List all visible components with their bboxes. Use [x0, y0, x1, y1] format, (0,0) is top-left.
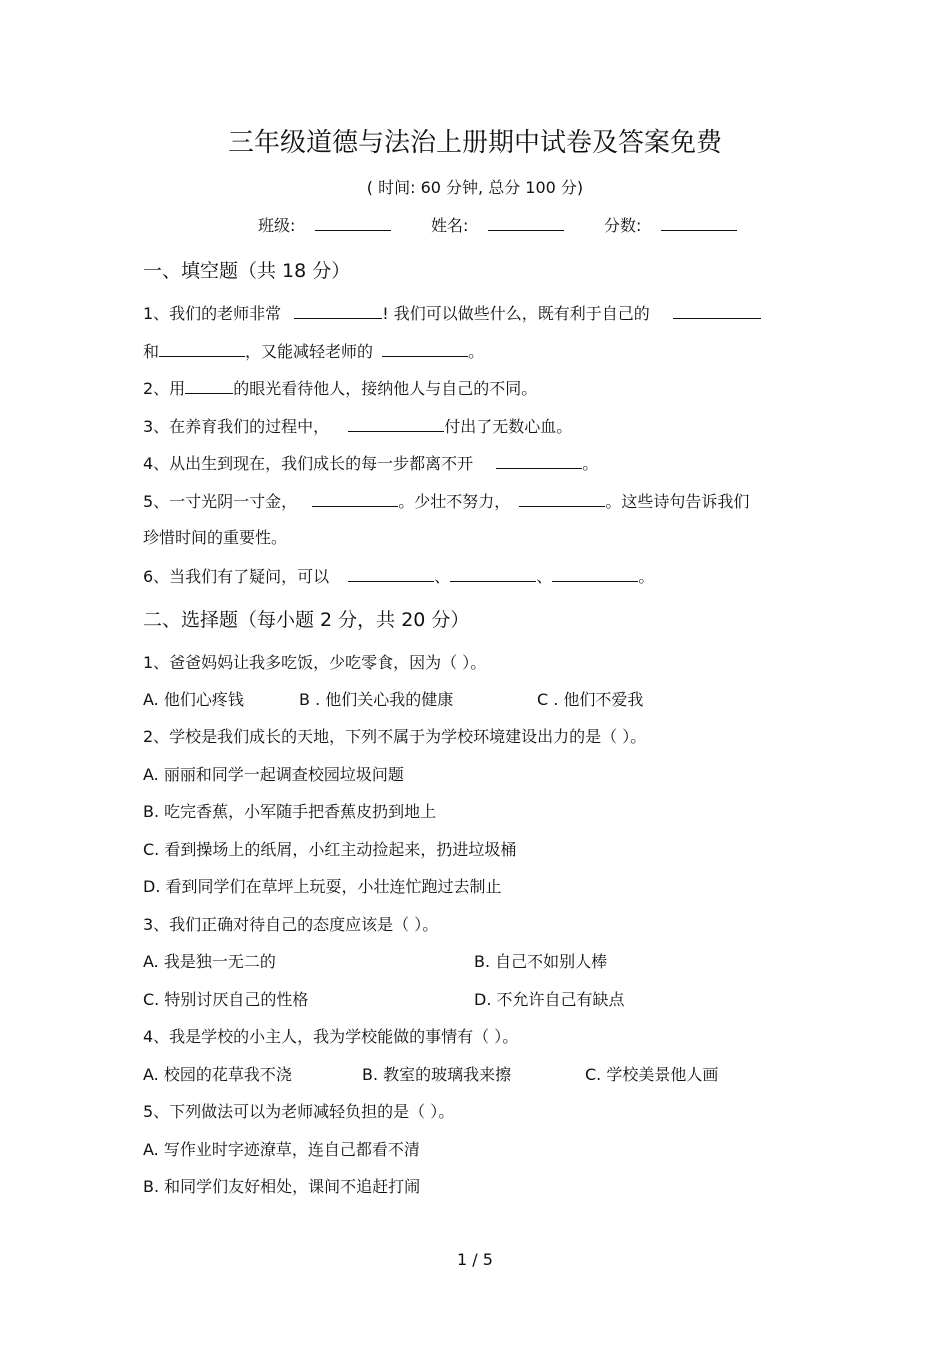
question-text: ，又能减轻老师的: [245, 342, 374, 361]
score-blank[interactable]: [661, 212, 737, 231]
option-1a[interactable]: A. 他们心疼钱: [143, 690, 244, 709]
answer-blank[interactable]: [185, 375, 233, 394]
page-number: 1 / 5: [457, 1250, 493, 1269]
fill-question-6: [143, 563, 654, 587]
choice-question-3: 3、我们正确对待自己的态度应该是（ ）。: [143, 915, 439, 934]
option-1c[interactable]: C . 他们不爱我: [537, 690, 644, 709]
class-label: 班级:: [258, 216, 296, 235]
fill-question-1b: [143, 338, 484, 362]
separator: 、: [536, 567, 553, 586]
answer-blank[interactable]: [348, 563, 434, 582]
answer-blank[interactable]: [348, 413, 444, 432]
fill-question-1a: [143, 300, 761, 324]
option-4b[interactable]: B. 教室的玻璃我来擦: [362, 1065, 512, 1084]
option-3d[interactable]: D. 不允许自己有缺点: [474, 990, 625, 1009]
score-label: 分数:: [604, 216, 642, 235]
option-5b[interactable]: B. 和同学们友好相处，课间不追赶打闹: [143, 1177, 421, 1196]
question-text: ! 我们可以做些什么，既有利于自己的: [382, 304, 650, 323]
question-text: 。: [468, 342, 485, 361]
option-2c[interactable]: C. 看到操场上的纸屑，小红主动捡起来，扔进垃圾桶: [143, 840, 517, 859]
option-4a[interactable]: A. 校园的花草我不浇: [143, 1065, 292, 1084]
answer-blank[interactable]: [552, 563, 638, 582]
question-text: 6、当我们有了疑问，可以: [143, 567, 330, 586]
answer-blank[interactable]: [159, 338, 245, 357]
question-text: 3、在养育我们的过程中，: [143, 417, 330, 436]
section-1-heading: 一、填空题（共 18 分）: [143, 260, 351, 282]
name-field: [431, 212, 564, 236]
question-text: 和: [143, 342, 160, 361]
option-3b[interactable]: B. 自己不如别人棒: [474, 952, 608, 971]
class-blank[interactable]: [315, 212, 391, 231]
page-title: 三年级道德与法治上册期中试卷及答案免费: [227, 128, 722, 158]
answer-blank[interactable]: [673, 300, 761, 319]
question-text: 。少壮不努力，: [398, 492, 511, 511]
question-text: 的眼光看待他人，接纳他人与自己的不同。: [233, 379, 538, 398]
option-1b[interactable]: B . 他们关心我的健康: [299, 690, 454, 709]
name-blank[interactable]: [488, 212, 564, 231]
name-label: 姓名:: [431, 216, 469, 235]
question-text: 2、用: [143, 379, 186, 398]
choice-question-4: 4、我是学校的小主人，我为学校能做的事情有（ ）。: [143, 1027, 519, 1046]
question-text: 付出了无数心血。: [444, 417, 573, 436]
question-text: 4、从出生到现在，我们成长的每一步都离不开: [143, 454, 474, 473]
choice-question-5: 5、下列做法可以为老师减轻负担的是（ ）。: [143, 1102, 455, 1121]
fill-question-5a: [143, 488, 749, 512]
question-text: 5、一寸光阴一寸金，: [143, 492, 298, 511]
option-3c[interactable]: C. 特别讨厌自己的性格: [143, 990, 309, 1009]
option-2b[interactable]: B. 吃完香蕉，小军随手把香蕉皮扔到地上: [143, 802, 437, 821]
fill-question-4: [143, 450, 598, 474]
option-3a[interactable]: A. 我是独一无二的: [143, 952, 276, 971]
option-4c[interactable]: C. 学校美景他人画: [585, 1065, 719, 1084]
option-2a[interactable]: A. 丽丽和同学一起调查校园垃圾问题: [143, 765, 404, 784]
answer-blank[interactable]: [450, 563, 536, 582]
answer-blank[interactable]: [294, 300, 382, 319]
separator: 、: [434, 567, 451, 586]
answer-blank[interactable]: [382, 338, 468, 357]
question-text: 1、我们的老师非常: [143, 304, 282, 323]
section-2-heading: 二、选择题（每小题 2 分，共 20 分）: [143, 609, 470, 631]
score-field: [604, 212, 737, 236]
class-field: [258, 212, 391, 236]
question-text: 。: [582, 454, 599, 473]
option-5a[interactable]: A. 写作业时字迹潦草，连自己都看不清: [143, 1140, 420, 1159]
choice-question-1: 1、爸爸妈妈让我多吃饭，少吃零食，因为（ ）。: [143, 653, 487, 672]
choice-question-2: 2、学校是我们成长的天地，下列不属于为学校环境建设出力的是（ ）。: [143, 727, 647, 746]
answer-blank[interactable]: [519, 488, 605, 507]
answer-blank[interactable]: [312, 488, 398, 507]
exam-info: ( 时间: 60 分钟, 总分 100 分): [366, 178, 584, 197]
fill-question-2: [143, 375, 537, 399]
fill-question-5b: 珍惜时间的重要性。: [143, 528, 288, 547]
separator: 。: [638, 567, 655, 586]
fill-question-3: [143, 413, 572, 437]
question-text: 。这些诗句告诉我们: [605, 492, 750, 511]
option-2d[interactable]: D. 看到同学们在草坪上玩耍，小壮连忙跑过去制止: [143, 877, 502, 896]
answer-blank[interactable]: [496, 450, 582, 469]
